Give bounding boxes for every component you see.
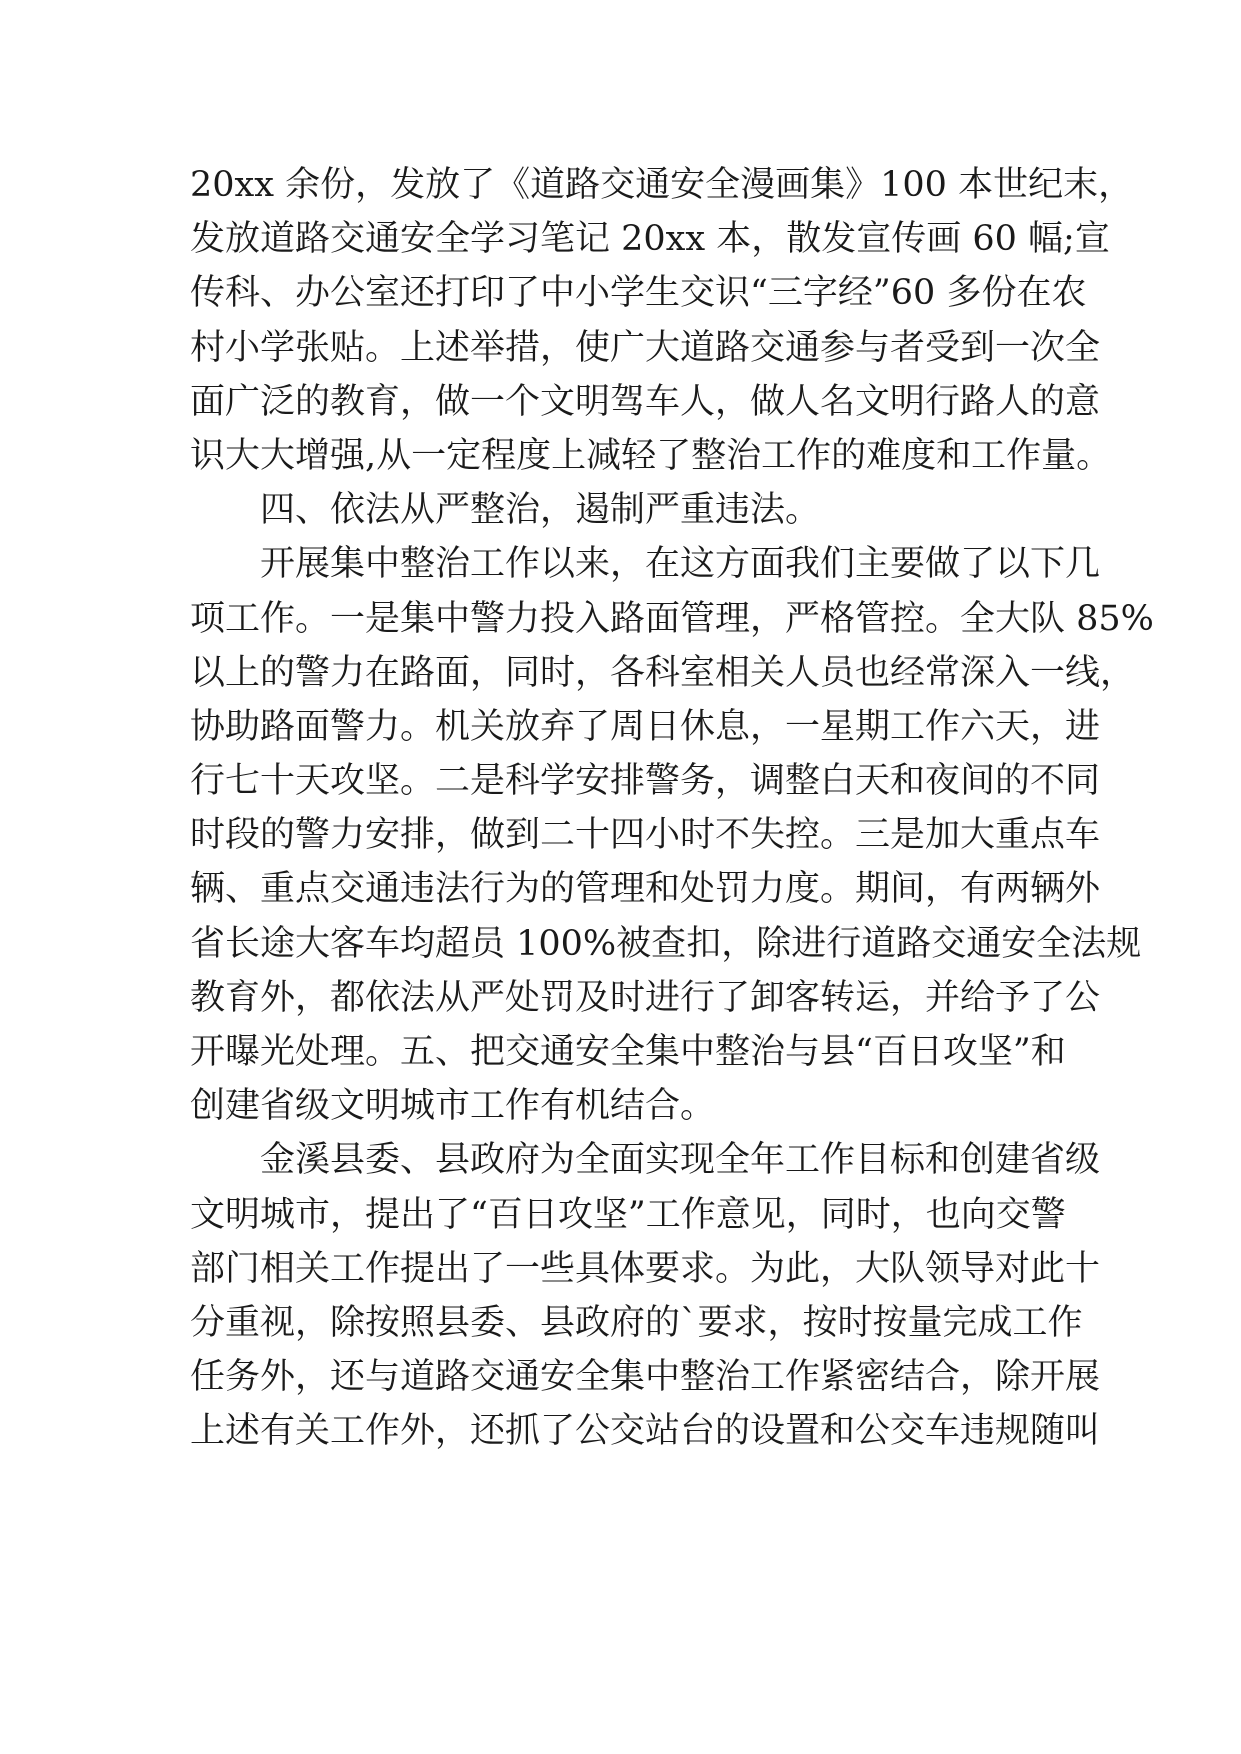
text-line: 传科、办公室还打印了中小学生交识“三字经”60 多份在农 (190, 273, 1087, 314)
text-line: 协助路面警力。机关放弃了周日休息，一星期工作六天，进 (190, 706, 1101, 747)
text-line: 开曝光处理。五、把交通安全集中整治与县“百日攻坚”和 (190, 1032, 1066, 1072)
text-line: 金溪县委、县政府为全面实现全年工作目标和创建省级 (260, 1140, 1101, 1181)
text-line: 发放道路交通安全学习笔记 20xx 本，散发宣传画 60 幅;宣 (190, 219, 1110, 260)
text-line: 文明城市，提出了“百日攻坚”工作意见，同时，也向交警 (190, 1194, 1066, 1235)
text-line: 教育外，都依法从严处罚及时进行了卸客转运，并给予了公 (190, 977, 1101, 1018)
text-line: 分重视，除按照县委、县政府的`要求，按时按量完成工作 (190, 1302, 1083, 1343)
text-line: 识大大增强,从一定程度上减轻了整治工作的难度和工作量。 (190, 435, 1112, 476)
section-heading: 四、依法从严整治，遏制严重违法。 (260, 490, 821, 531)
text-line: 辆、重点交通违法行为的管理和处罚力度。期间，有两辆外 (190, 869, 1101, 910)
text-line: 面广泛的教育，做一个文明驾车人，做人名文明行路人的意 (190, 381, 1101, 422)
text-line: 行七十天攻坚。二是科学安排警务，调整白天和夜间的不同 (190, 761, 1101, 802)
text-line: 时段的警力安排，做到二十四小时不失控。三是加大重点车 (190, 815, 1101, 856)
text-line: 任务外，还与道路交通安全集中整治工作紧密结合，除开展 (190, 1357, 1101, 1398)
text-line: 开展集中整治工作以来，在这方面我们主要做了以下几 (260, 544, 1101, 585)
text-line: 部门相关工作提出了一些具体要求。为此，大队领导对此十 (190, 1248, 1101, 1289)
text-line: 以上的警力在路面，同时，各科室相关人员也经常深入一线， (190, 652, 1136, 693)
text-line: 20xx 余份，发放了《道路交通安全漫画集》100 本世纪末， (190, 165, 1134, 205)
text-line: 村小学张贴。上述举措，使广大道路交通参与者受到一次全 (190, 327, 1101, 368)
body-text (190, 158, 1154, 1459)
text-line: 项工作。一是集中警力投入路面管理，严格管控。全大队 85% (190, 598, 1154, 639)
text-line: 省长途大客车均超员 100%被查扣，除进行道路交通安全法规 (190, 923, 1142, 964)
text-line: 上述有关工作外，还抓了公交站台的设置和公交车违规随叫 (190, 1411, 1101, 1452)
text-line: 创建省级文明城市工作有机结合。 (190, 1086, 716, 1127)
